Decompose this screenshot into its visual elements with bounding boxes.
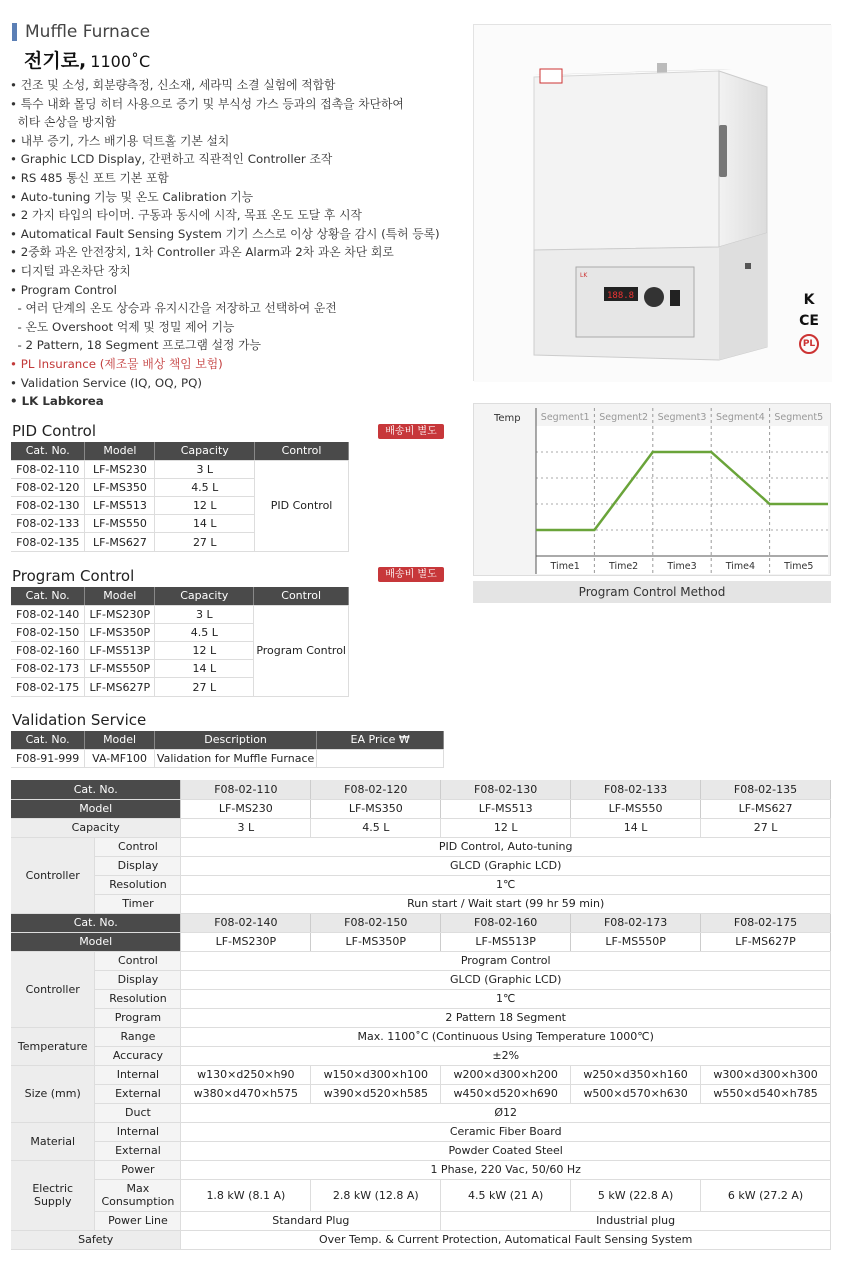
spec-cell: 2 Pattern 18 Segment: [181, 1008, 831, 1027]
spec-cell: 1℃: [181, 875, 831, 894]
spec-cell: Industrial plug: [441, 1211, 831, 1230]
table-cell: F08-02-173: [11, 660, 85, 678]
table-cell: LF-MS230P: [85, 605, 155, 623]
control-type-cell: Program Control: [254, 605, 349, 696]
spec-cell: F08-02-130: [441, 780, 571, 799]
spec-cell: 4.5 L: [311, 818, 441, 837]
plot-area: [536, 426, 828, 556]
spec-row-label: Power: [95, 1160, 181, 1179]
feature-item: 히타 손상을 방지함: [10, 115, 117, 130]
spec-cell: w300×d300×h300: [701, 1065, 831, 1084]
table-cell: F08-91-999: [11, 749, 85, 767]
spec-row-label: Display: [95, 856, 181, 875]
spec-group-label: Material: [11, 1122, 95, 1160]
muffle-furnace-image: [474, 25, 832, 382]
spec-cell: LF-MS550P: [571, 932, 701, 951]
spec-row-label: Capacity: [11, 818, 181, 837]
feature-item: • PL Insurance (제조물 배상 책임 보험): [10, 356, 223, 371]
spec-cell: Ceramic Fiber Board: [181, 1122, 831, 1141]
spec-row-label: Cat. No.: [11, 780, 181, 799]
shipping-badge-pid: 배송비 별도: [378, 424, 444, 439]
feature-item: • LK Labkorea: [10, 394, 104, 409]
table-cell: VA-MF100: [85, 749, 155, 767]
spec-group-label: Controller: [11, 951, 95, 1027]
spec-cell: LF-MS350P: [311, 932, 441, 951]
table-cell: 3 L: [155, 460, 255, 478]
spec-cell: Ø12: [181, 1103, 831, 1122]
spec-cell: 5 kW (22.8 A): [571, 1179, 701, 1211]
time-tick-label: Time2: [608, 561, 639, 572]
table-cell: LF-MS550: [85, 515, 155, 533]
spec-cell: LF-MS550: [571, 799, 701, 818]
spec-cell: F08-02-110: [181, 780, 311, 799]
table-cell: Validation for Muffle Furnace: [154, 749, 316, 767]
spec-cell: Powder Coated Steel: [181, 1141, 831, 1160]
table-cell: 4.5 L: [155, 623, 254, 641]
title-row: [12, 22, 150, 42]
table-cell: 27 L: [155, 678, 254, 696]
spec-cell: 4.5 kW (21 A): [441, 1179, 571, 1211]
table-cell: LF-MS350: [85, 478, 155, 496]
table-header: Capacity: [155, 587, 254, 605]
spec-row-label: Accuracy: [95, 1046, 181, 1065]
spec-cell: 1℃: [181, 989, 831, 1008]
spec-row-label: Program: [95, 1008, 181, 1027]
program-control-chart: [473, 403, 831, 576]
feature-item: • 건조 및 소성, 회분량측정, 신소재, 세라믹 소결 실험에 적합함: [10, 78, 336, 92]
time-tick-label: Time3: [667, 561, 697, 572]
spec-cell: w390×d520×h585: [311, 1084, 441, 1103]
spec-cell: w130×d250×h90: [181, 1065, 311, 1084]
validation-table: [11, 731, 444, 768]
feature-item: - 2 Pattern, 18 Segment 프로그램 설정 가능: [10, 338, 261, 353]
feature-item: • Automatical Fault Sensing System 기기 스스로 이상 상황을 감시 (특허 등록): [10, 226, 440, 241]
spec-cell: LF-MS513P: [441, 932, 571, 951]
spec-cell: LF-MS627P: [701, 932, 831, 951]
spec-cell: w150×d300×h100: [311, 1065, 441, 1084]
spec-cell: 1.8 kW (8.1 A): [181, 1179, 311, 1211]
feature-item: - 온도 Overshoot 억제 및 정밀 제어 기능: [10, 319, 235, 334]
y-axis-label: Temp: [494, 413, 521, 424]
spec-cell: LF-MS627: [701, 799, 831, 818]
spec-row-label: Range: [95, 1027, 181, 1046]
spec-row-label: Duct: [95, 1103, 181, 1122]
spec-group-label: Temperature: [11, 1027, 95, 1065]
spec-cell: 6 kW (27.2 A): [701, 1179, 831, 1211]
spec-row-label: External: [95, 1141, 181, 1160]
spec-cell: F08-02-160: [441, 913, 571, 932]
feature-item: • Program Control: [10, 282, 117, 297]
table-header: Cat. No.: [11, 731, 85, 749]
pl-mark-icon: PL: [799, 334, 819, 354]
spec-cell: LF-MS350: [311, 799, 441, 818]
ce-mark-icon: CE: [799, 313, 819, 329]
chart-svg: [474, 404, 832, 577]
spec-group-label: Size (mm): [11, 1065, 95, 1122]
table-cell: 12 L: [155, 642, 254, 660]
spec-cell: w550×d540×h785: [701, 1084, 831, 1103]
feature-item: • 디지털 과온차단 장치: [10, 263, 131, 278]
spec-group-label: Controller: [11, 837, 95, 913]
spec-cell: Run start / Wait start (99 hr 59 min): [181, 894, 831, 913]
feature-item: • Validation Service (IQ, OQ, PQ): [10, 375, 202, 390]
title-accent-bar: [12, 23, 17, 41]
spec-cell: PID Control, Auto-tuning: [181, 837, 831, 856]
feature-item: • 내부 증기, 가스 배기용 덕트홀 기본 설치: [10, 133, 230, 148]
table-cell: F08-02-110: [11, 460, 85, 478]
time-tick-label: Time1: [550, 561, 580, 572]
table-cell: F08-02-175: [11, 678, 85, 696]
shipping-badge-program: 배송비 별도: [378, 567, 444, 582]
kc-mark-icon: K: [803, 292, 815, 308]
chart-caption: Program Control Method: [473, 581, 831, 603]
subtitle-korean: 전기로,: [24, 50, 87, 72]
table-header: Model: [85, 442, 155, 460]
table-cell: LF-MS350P: [85, 623, 155, 641]
spec-row-label: Safety: [11, 1230, 181, 1249]
table-cell: 12 L: [155, 497, 255, 515]
device-display-text: 188.8: [607, 291, 635, 301]
table-row: [11, 605, 349, 623]
pid-control-table: [11, 442, 349, 552]
table-cell: LF-MS550P: [85, 660, 155, 678]
segment-label: Segment1: [540, 412, 590, 423]
spec-cell: w380×d470×h575: [181, 1084, 311, 1103]
electric-label-line2: Supply: [33, 1195, 72, 1208]
program-control-table: [11, 587, 349, 697]
spec-cell: Over Temp. & Current Protection, Automatical Fault Sensing System: [181, 1230, 831, 1249]
spec-cell: Max. 1100˚C (Continuous Using Temperature 1000℃): [181, 1027, 831, 1046]
spec-cell: w200×d300×h200: [441, 1065, 571, 1084]
validation-service-title: Validation Service: [12, 711, 147, 729]
spec-row-label: Resolution: [95, 989, 181, 1008]
spec-cell: w450×d520×h690: [441, 1084, 571, 1103]
table-cell: F08-02-160: [11, 642, 85, 660]
table-cell: LF-MS627P: [85, 678, 155, 696]
table-cell: 27 L: [155, 533, 255, 551]
max-label-line2: Consumption: [101, 1195, 175, 1208]
table-header: EA Price ₩: [317, 731, 444, 749]
feature-list: [10, 76, 470, 411]
spec-cell: 14 L: [571, 818, 701, 837]
spec-cell: 27 L: [701, 818, 831, 837]
spec-cell: Program Control: [181, 951, 831, 970]
spec-row-label: Display: [95, 970, 181, 989]
spec-group-label: [11, 1160, 95, 1230]
certification-marks: [796, 292, 822, 354]
table-cell: [317, 749, 444, 767]
spec-cell: LF-MS513: [441, 799, 571, 818]
spec-cell: w250×d350×h160: [571, 1065, 701, 1084]
spec-cell: w500×d570×h630: [571, 1084, 701, 1103]
spec-row-label: Model: [11, 799, 181, 818]
subtitle-temperature: 1100˚C: [90, 52, 151, 71]
table-cell: 3 L: [155, 605, 254, 623]
spec-row-label: [95, 1179, 181, 1211]
table-header: Cat. No.: [11, 442, 85, 460]
spec-cell: 2.8 kW (12.8 A): [311, 1179, 441, 1211]
table-cell: 14 L: [155, 660, 254, 678]
spec-cell: GLCD (Graphic LCD): [181, 856, 831, 875]
spec-cell: 1 Phase, 220 Vac, 50/60 Hz: [181, 1160, 831, 1179]
feature-item: • Auto-tuning 기능 및 온도 Calibration 기능: [10, 189, 254, 204]
spec-row-label: Power Line: [95, 1211, 181, 1230]
pid-control-title: PID Control: [12, 422, 97, 440]
segment-label: Segment3: [657, 412, 707, 423]
control-type-cell: PID Control: [255, 460, 349, 551]
table-cell: F08-02-135: [11, 533, 85, 551]
spec-row-label: Cat. No.: [11, 913, 181, 932]
table-cell: F08-02-120: [11, 478, 85, 496]
table-header: Model: [85, 587, 155, 605]
spec-cell: F08-02-133: [571, 780, 701, 799]
spec-cell: LF-MS230P: [181, 932, 311, 951]
specification-table: [11, 780, 831, 1250]
segment-label: Segment5: [774, 412, 824, 423]
spec-row-label: Internal: [95, 1065, 181, 1084]
device-label: LK: [580, 272, 588, 279]
spec-cell: F08-02-173: [571, 913, 701, 932]
feature-item: • RS 485 통신 포트 기본 포함: [10, 170, 169, 185]
table-row: [11, 460, 349, 478]
segment-label: Segment4: [716, 412, 765, 423]
time-tick-label: Time4: [725, 561, 756, 572]
table-cell: LF-MS627: [85, 533, 155, 551]
feature-item: • 2 가지 타입의 타이머. 구동과 동시에 시작, 목표 온도 도달 후 시작: [10, 208, 362, 223]
spec-row-label: Control: [95, 837, 181, 856]
spec-cell: LF-MS230: [181, 799, 311, 818]
spec-cell: F08-02-140: [181, 913, 311, 932]
product-photo: [473, 24, 831, 381]
segment-label: Segment2: [599, 412, 648, 423]
table-cell: LF-MS513P: [85, 642, 155, 660]
spec-cell: F08-02-135: [701, 780, 831, 799]
program-control-title: Program Control: [12, 567, 135, 585]
table-cell: 14 L: [155, 515, 255, 533]
spec-row-label: Resolution: [95, 875, 181, 894]
time-tick-label: Time5: [784, 561, 814, 572]
table-cell: LF-MS513: [85, 497, 155, 515]
table-header: Control: [254, 587, 349, 605]
max-label-line1: Max: [126, 1182, 150, 1195]
spec-row-label: Model: [11, 932, 181, 951]
table-header: Control: [255, 442, 349, 460]
spec-cell: 12 L: [441, 818, 571, 837]
electric-label-line1: Electric: [32, 1182, 74, 1195]
spec-row-label: Internal: [95, 1122, 181, 1141]
spec-cell: F08-02-175: [701, 913, 831, 932]
page-title: Muffle Furnace: [25, 22, 151, 42]
spec-cell: F08-02-150: [311, 913, 441, 932]
table-cell: 4.5 L: [155, 478, 255, 496]
feature-item: • 2중화 과온 안전장치, 1차 Controller 과온 Alarm과 2차 과온 차단 회로: [10, 245, 394, 260]
page-subtitle: [24, 46, 150, 73]
table-cell: F08-02-133: [11, 515, 85, 533]
spec-cell: Standard Plug: [181, 1211, 441, 1230]
table-cell: F08-02-140: [11, 605, 85, 623]
feature-item: - 여러 단계의 온도 상승과 유지시간을 저장하고 선택하여 운전: [10, 301, 337, 316]
table-header: Model: [85, 731, 155, 749]
table-cell: LF-MS230: [85, 460, 155, 478]
spec-row-label: External: [95, 1084, 181, 1103]
spec-row-label: Timer: [95, 894, 181, 913]
spec-cell: GLCD (Graphic LCD): [181, 970, 831, 989]
spec-cell: 3 L: [181, 818, 311, 837]
spec-cell: F08-02-120: [311, 780, 441, 799]
table-row: [11, 749, 444, 767]
table-cell: F08-02-150: [11, 623, 85, 641]
spec-row-label: Control: [95, 951, 181, 970]
table-header: Description: [154, 731, 316, 749]
table-header: Capacity: [155, 442, 255, 460]
table-cell: F08-02-130: [11, 497, 85, 515]
spec-cell: ±2%: [181, 1046, 831, 1065]
table-header: Cat. No.: [11, 587, 85, 605]
feature-item: • 특수 내화 몰딩 히터 사용으로 증기 및 부식성 가스 등과의 접촉을 차단하여: [10, 96, 404, 111]
feature-item: • Graphic LCD Display, 간편하고 직관적인 Controller 조작: [10, 152, 333, 167]
